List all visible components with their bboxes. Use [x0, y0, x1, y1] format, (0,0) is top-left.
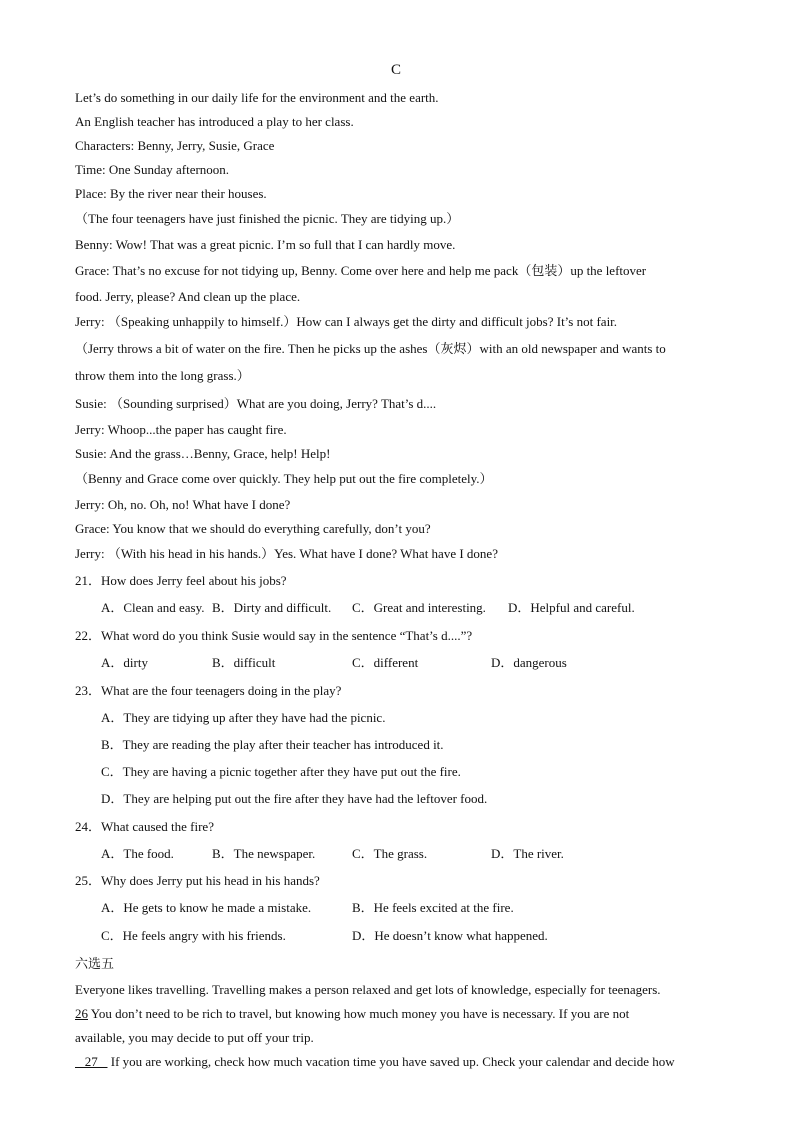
option-a[interactable]: A．They are tidying up after they have had the picnic. [101, 710, 386, 725]
question-stem: 25．Why does Jerry put his head in his hands? [75, 873, 320, 888]
question-stem: 23．What are the four teenagers doing in the play? [75, 683, 342, 698]
passage-line: （The four teenagers have just finished the picnic. They are tidying up.） [75, 211, 460, 226]
passage-line: Place: By the river near their houses. [75, 186, 267, 201]
passage-line: food. Jerry, please? And clean up the place. [75, 289, 301, 304]
option-c[interactable]: C．They are having a picnic together after they have put out the fire. [101, 764, 461, 779]
option-d[interactable]: D．The river. [491, 846, 564, 861]
option-b[interactable]: B．Dirty and difficult. [212, 600, 332, 615]
option-d[interactable]: D．They are helping put out the fire after they have had the leftover food. [101, 791, 488, 806]
option-c[interactable]: C．He feels angry with his friends. [101, 928, 286, 943]
passage-line: Characters: Benny, Jerry, Susie, Grace [75, 138, 275, 153]
passage-line: Let’s do something in our daily life for the environment and the earth. [75, 90, 439, 105]
passage-line: Grace: That’s no excuse for not tidying up, Benny. Come over here and help me pack（包装）up the leftover [75, 263, 647, 278]
passage-line: Time: One Sunday afternoon. [75, 162, 230, 177]
option-d[interactable]: D．Helpful and careful. [508, 600, 635, 615]
section2-line [75, 1006, 629, 1022]
option-d[interactable]: D．He doesn’t know what happened. [352, 928, 548, 943]
passage-line: Jerry: Whoop...the paper has caught fire. [75, 422, 287, 437]
passage-line: Susie: And the grass…Benny, Grace, help! Help! [75, 446, 331, 461]
option-b[interactable]: B．difficult [212, 655, 276, 670]
section2-title: 六选五 [75, 956, 115, 971]
passage-line: （Jerry throws a bit of water on the fire. Then he picks up the ashes（灰烬）with an old newspaper and wants to [75, 341, 666, 356]
passage-line: Jerry: （Speaking unhappily to himself.）How can I always get the dirty and difficult jobs? It’s not fair. [75, 314, 618, 329]
passage-line: Jerry: Oh, no. Oh, no! What have I done? [75, 497, 291, 512]
passage-line: throw them into the long grass.） [75, 368, 250, 383]
section2-line-text: You don’t need to be rich to travel, but knowing how much money you have is necessary. If you are not [88, 1006, 630, 1021]
section2-line-text: If you are working, check how much vacation time you have saved up. Check your calendar and decide how [107, 1054, 675, 1069]
option-d[interactable]: D．dangerous [491, 655, 567, 670]
option-a[interactable]: A．dirty [101, 655, 148, 670]
option-c[interactable]: C．Great and interesting. [352, 600, 486, 615]
option-a[interactable]: A．He gets to know he made a mistake. [101, 900, 312, 915]
option-c[interactable]: C．The grass. [352, 846, 428, 861]
option-b[interactable]: B．They are reading the play after their teacher has introduced it. [101, 737, 444, 752]
blank-27[interactable]: 27 [75, 1054, 108, 1069]
section-title: C [391, 62, 402, 78]
option-b[interactable]: B．He feels excited at the fire. [352, 900, 514, 915]
option-a[interactable]: A．Clean and easy. [101, 600, 205, 615]
question-stem: 21．How does Jerry feel about his jobs? [75, 573, 287, 588]
passage-line: Grace: You know that we should do everything carefully, don’t you? [75, 521, 431, 536]
passage-line: Susie: （Sounding surprised）What are you doing, Jerry? That’s d.... [75, 396, 437, 411]
option-b[interactable]: B．The newspaper. [212, 846, 316, 861]
passage-line: An English teacher has introduced a play to her class. [75, 114, 354, 129]
option-a[interactable]: A．The food. [101, 846, 174, 861]
question-stem: 24．What caused the fire? [75, 819, 214, 834]
option-c[interactable]: C．different [352, 655, 419, 670]
question-stem: 22．What word do you think Susie would say in the sentence “That’s d....”? [75, 628, 473, 643]
passage-line: Jerry: （With his head in his hands.）Yes. What have I done? What have I done? [75, 546, 498, 561]
passage-line: （Benny and Grace come over quickly. They help put out the fire completely.） [75, 471, 493, 486]
passage-line: Benny: Wow! That was a great picnic. I’m so full that I can hardly move. [75, 237, 456, 252]
section2-line: Everyone likes travelling. Travelling makes a person relaxed and get lots of knowledge, especially for teenagers. [75, 982, 661, 997]
blank-26[interactable]: 26 [75, 1006, 88, 1021]
section2-line: available, you may decide to put off your trip. [75, 1030, 314, 1045]
section2-line [75, 1054, 675, 1070]
